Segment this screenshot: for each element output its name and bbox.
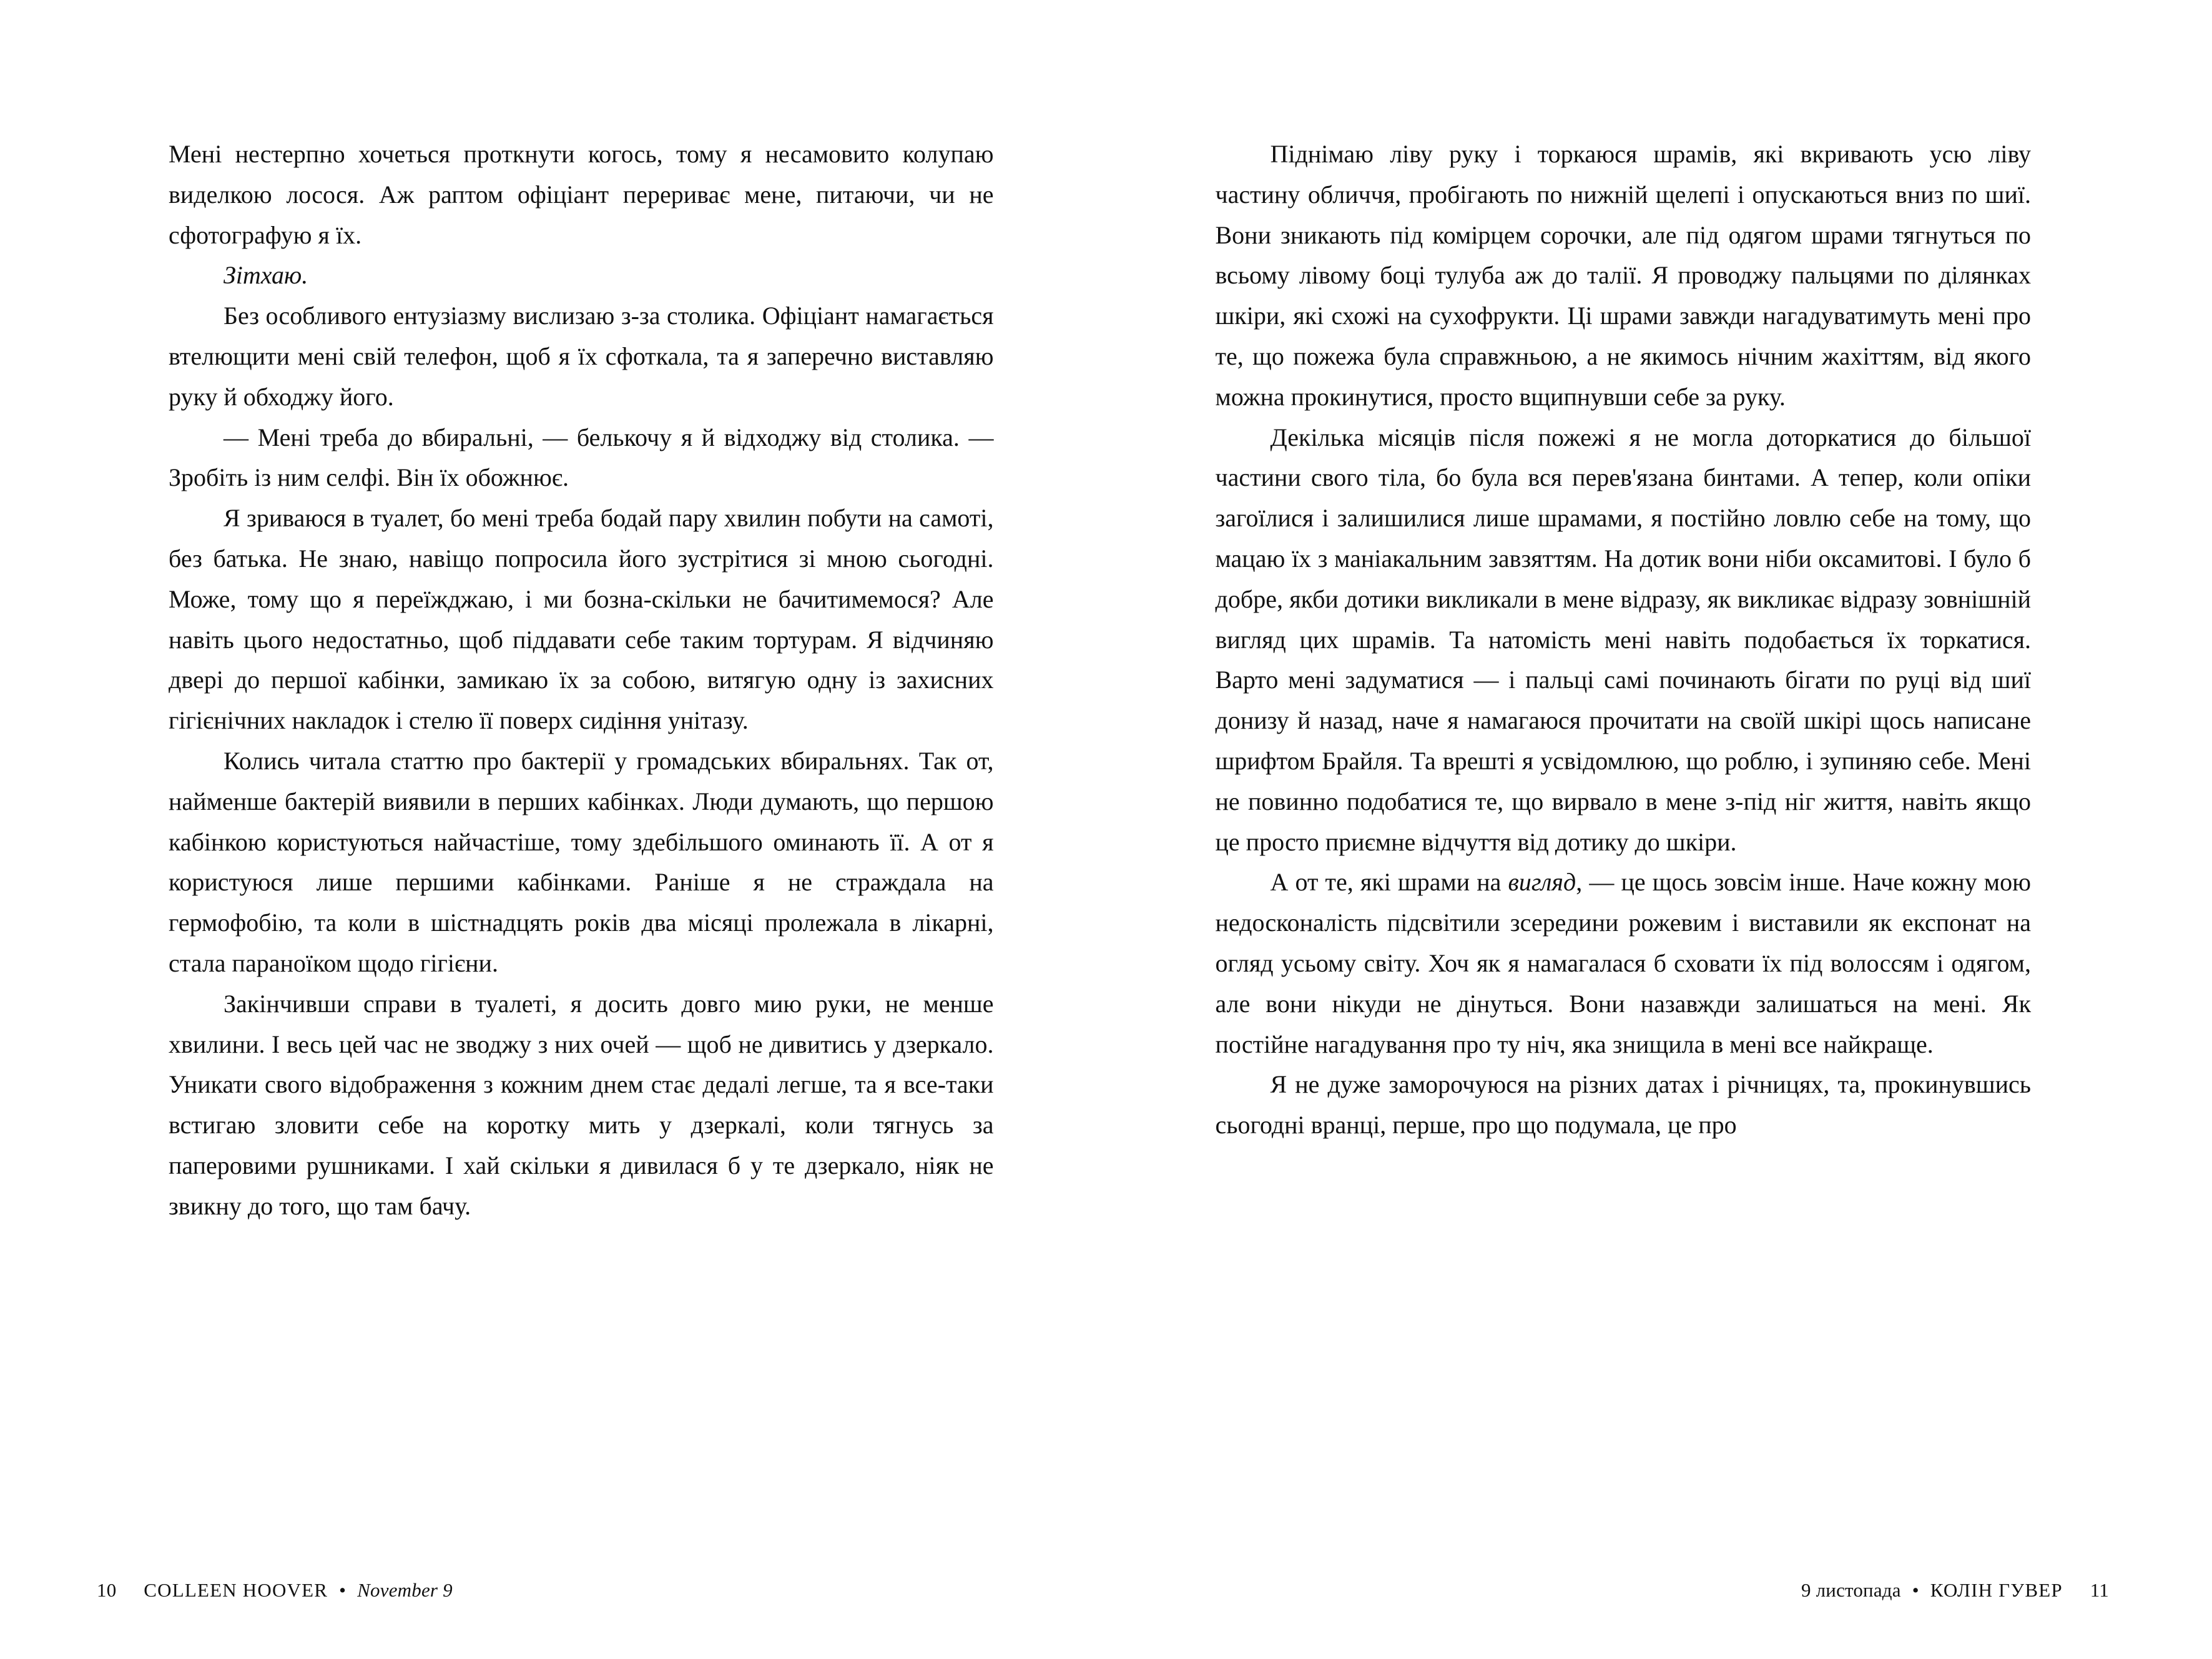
footer-separator-left: •: [339, 1579, 347, 1601]
running-head-author-left: COLLEEN HOOVER: [144, 1579, 328, 1601]
page-number-left: 10: [97, 1579, 117, 1601]
paragraph: Декілька місяців після пожежі я не могла доторкатися до більшої частини свого тіла, бо була вся перев'язана бинтами. А тепер, коли опіки загоїлися і залишилися лише шрамами, я постійно ловлю себе на тому, що мацаю їх з маніакальним завзяттям. На дотик вони ніби оксамитові. І було б добре, якби дотики викликали в мене відразу, як викликає відразу зовнішній вигляд цих шрамів. Та натомість мені навіть подобається їх торкатися. Варто мені задуматися — і пальці самі починають бігати по руці від шиї донизу й назад, наче я намагаюся прочитати на своїй шкірі щось написане шрифтом Брайля. Та врешті я усвідомлюю, що роблю, і зупиняю себе. Мені не повинно подобатися те, що вирвало в мене з-під ніг життя, навіть якщо це просто приємне відчуття від дотику до шкіри.: [1215, 423, 2031, 856]
italic-line: Зітхаю.: [224, 261, 308, 290]
footer-right: [1801, 1579, 2109, 1602]
paragraph: Без особливого ентузіазму вислизаю з-за столика. Офіціант намагається втелющити мені свій телефон, щоб я їх сфоткала, та я заперечно виставляю руку й обходжу його.: [169, 302, 994, 411]
paragraph-dialogue: — Мені треба до вбиральні, — белькочу я й відходжу від столика. — Зробіть із ним селфі. Він їх обожнює.: [169, 423, 994, 492]
paragraph: Колись читала статтю про бактерії у громадських вбиральнях. Так от, найменше бактерій виявили в перших кабінках. Люди думають, що першою кабінкою користуються найчастіше, тому здебільшого оминають її. А от я користуюся лише першими кабінками. Раніше я не страждала на гермофобію, та коли в шістнадцять років два місяці пролежала в лікарні, стала параноїком щодо гігієни.: [169, 746, 994, 977]
text-before-emphasis: А от те, які шрами на: [1270, 868, 1508, 897]
paragraph: Закінчивши справи в туалеті, я досить довго мию руки, не менше хвилини. І весь цей час не зводжу з них очей — щоб не дивитись у дзеркало. Уникати свого відображення з кожним днем стає дедалі легше, та я все-таки встигаю зловити себе на коротку мить у дзеркалі, коли тягнусь за паперовими рушниками. І хай скільки я дивилася б у те дзеркало, ніяк не звикну до того, що там бачу.: [169, 989, 994, 1220]
paragraph: Мені нестерпно хочеться проткнути когось, тому я несамовито колупаю виделкою лосося. Аж раптом офіціант перериває мене, питаючи, чи не сфотографую я їх.: [169, 140, 994, 249]
paragraph: Я не дуже заморочуюся на різних датах і річницях, та, прокинувшись сьогодні вранці, перше, про що подумала, це про: [1215, 1070, 2031, 1140]
right-page-text-column: [1216, 134, 2032, 1146]
left-page-text-column: [169, 134, 994, 1227]
text-after-emphasis: , — це щось зовсім інше. Наче кожну мою недосконалість підсвітили зсередини рожевим і виставили як експонат на огляд усьому світу. Хоч як я намагалася б сховати їх під волоссям і одягом, але вони нікуди не дінуться. Вони назавжди залишаться на мені. Як постійне нагадування про ту ніч, яка знищила в мені все найкраще.: [1215, 868, 2031, 1058]
running-head-title-right: 9 листопада: [1801, 1579, 1901, 1601]
paragraph-with-emphasis: [1216, 862, 2032, 1065]
running-head-title-left: November 9: [357, 1579, 453, 1601]
running-head-author-right: КОЛІН ГУВЕР: [1930, 1579, 2063, 1601]
footer-separator-right: •: [1912, 1579, 1919, 1601]
paragraph-italic: [169, 255, 994, 296]
paragraph: Піднімаю ліву руку і торкаюся шрамів, які вкривають усю ліву частину обличчя, пробігають по нижній щелепі і опускаються вниз по шиї. Вони зникають під комірцем сорочки, але під одягом шрами тягнуться по всьому лівому боці тулуба аж до талії. Я проводжу пальцями по ділянках шкіри, які схожі на сухофрукти. Ці шрами завжди нагадуватимуть мені про те, що пожежа була справжньою, а не якимось нічним жахіттям, від якого можна прокинутися, просто вщипнувши себе за руку.: [1215, 140, 2031, 411]
page-right: [1106, 0, 2212, 1659]
footer-left: [97, 1579, 453, 1602]
emphasised-word: вигляд: [1508, 868, 1576, 897]
page-number-right: 11: [2090, 1579, 2109, 1601]
paragraph: Я зриваюся в туалет, бо мені треба бодай пару хвилин побути на самоті, без батька. Не знаю, навіщо попросила його зустрітися зі мною сьогодні. Може, тому що я переїжджаю, і ми бозна-скільки не бачитимемося? Але навіть цього недостатньо, щоб піддавати себе таким тортурам. Я відчиняю двері до першої кабінки, замикаю їх за собою, витягую одну із захисних гігієнічних накладок і стелю її поверх сидіння унітазу.: [169, 504, 994, 735]
